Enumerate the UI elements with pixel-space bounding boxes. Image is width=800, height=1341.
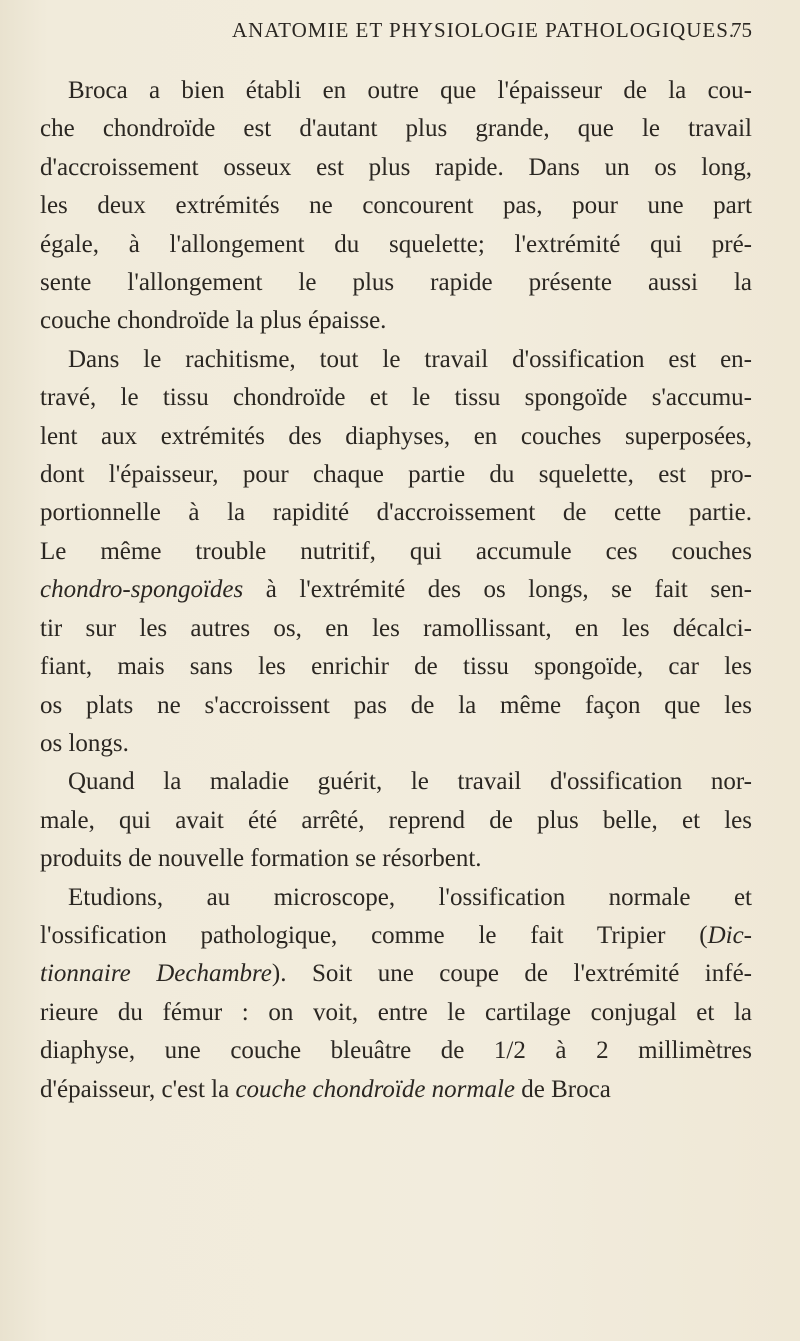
- italic-text: couche chondroïde normale: [235, 1075, 515, 1103]
- text-line: diaphyse, une couche bleuâtre de 1/2 à 2 millimètres: [40, 1037, 752, 1065]
- page-number: 75: [731, 18, 752, 42]
- text-segment: à l'extrémité des os longs, se fait sen-: [243, 576, 752, 604]
- text-line: tir sur les autres os, en les ramollissant, en les décalci-: [40, 614, 752, 642]
- text-line: lent aux extrémités des diaphyses, en couches superposées,: [40, 422, 752, 450]
- paragraph: [40, 72, 752, 341]
- text-segment: d'épaisseur, c'est la: [40, 1075, 236, 1103]
- text-line: d'accroissement osseux est plus rapide. Dans un os long,: [40, 153, 752, 181]
- text-segment: l'ossification pathologique, comme le fait Tripier (: [40, 921, 708, 949]
- text-line: os plats ne s'accroissent pas de la même façon que les: [40, 691, 752, 719]
- text-line: [40, 955, 752, 993]
- paragraph: [40, 879, 752, 1109]
- text-line: Broca a bien établi en outre que l'épaisseur de la cou-: [68, 77, 752, 104]
- paragraph: [40, 763, 752, 878]
- text-line: Quand la maladie guérit, le travail d'ossification nor-: [68, 768, 752, 796]
- text-line: portionnelle à la rapidité d'accroissement de cette partie.: [40, 499, 752, 527]
- text-line: male, qui avait été arrêté, reprend de plus belle, et les: [40, 806, 752, 834]
- body-text: [40, 72, 752, 1109]
- text-line: fiant, mais sans les enrichir de tissu spongoïde, car les: [40, 653, 752, 681]
- running-title: ANATOMIE ET PHYSIOLOGIE PATHOLOGIQUES.: [232, 18, 736, 42]
- text-line: os longs.: [40, 729, 129, 757]
- italic-text: tionnaire Dechambre: [40, 960, 272, 988]
- text-line: che chondroïde est d'autant plus grande, que le travail: [40, 115, 752, 143]
- italic-text: Dic-: [707, 921, 752, 949]
- text-line: [40, 571, 752, 609]
- text-line: Le même trouble nutritif, qui accumule ces couches: [40, 537, 752, 565]
- text-line: sente l'allongement le plus rapide présente aussi la: [40, 269, 752, 297]
- text-line: [40, 917, 752, 955]
- text-segment: de Broca: [515, 1075, 611, 1103]
- text-segment: ). Soit une coupe de l'extrémité infé-: [271, 960, 753, 988]
- text-line: Etudions, au microscope, l'ossification normale et: [68, 883, 752, 911]
- text-line: égale, à l'allongement du squelette; l'extrémité qui pré-: [40, 230, 752, 258]
- paragraph: [40, 341, 752, 763]
- text-line: rieure du fémur : on voit, entre le cartilage conjugal et la: [40, 998, 752, 1026]
- page-header: [232, 14, 752, 54]
- text-line: travé, le tissu chondroïde et le tissu spongoïde s'accumu-: [40, 384, 752, 412]
- text-line: [40, 1071, 752, 1109]
- italic-text: chondro-spongoïdes: [40, 576, 244, 604]
- text-line: les deux extrémités ne concourent pas, pour une part: [40, 192, 752, 220]
- text-line: Dans le rachitisme, tout le travail d'ossification est en-: [68, 345, 752, 373]
- text-line: couche chondroïde la plus épaisse.: [40, 307, 387, 335]
- text-line: dont l'épaisseur, pour chaque partie du squelette, est pro-: [40, 461, 752, 489]
- text-line: produits de nouvelle formation se résorbent.: [40, 845, 482, 873]
